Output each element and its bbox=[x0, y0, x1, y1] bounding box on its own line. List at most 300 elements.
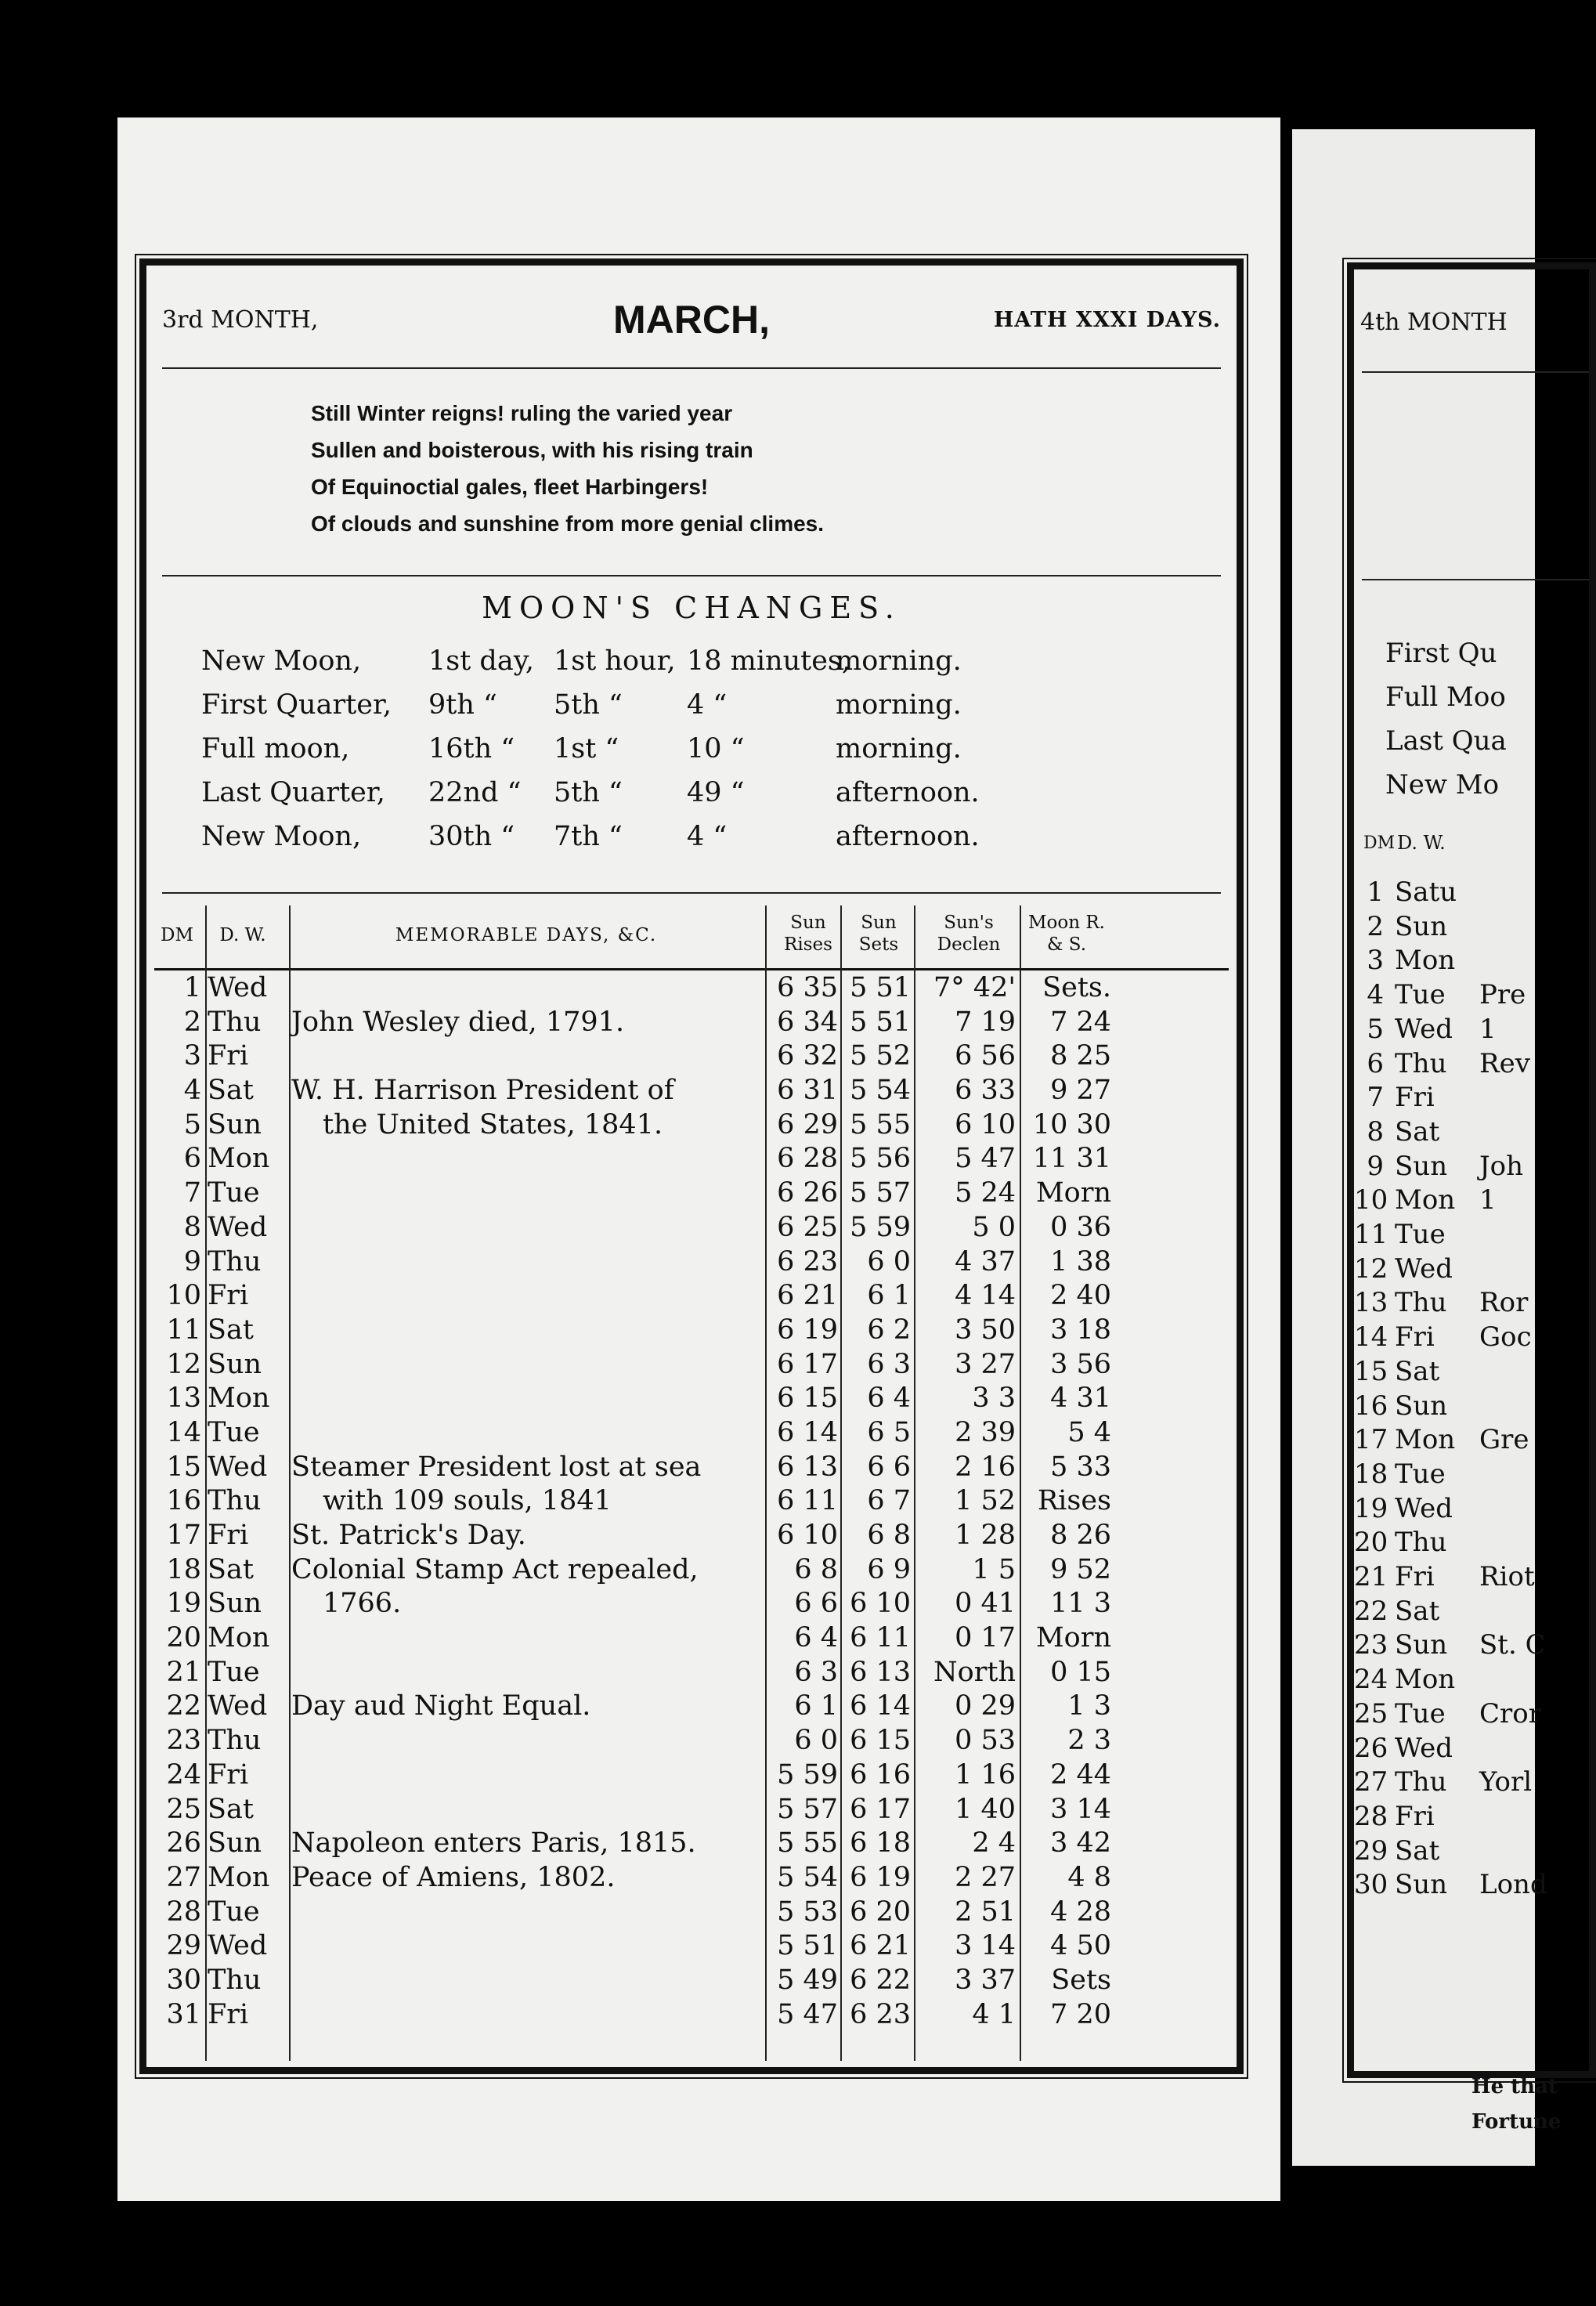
moon-change-cell: morning. bbox=[836, 733, 962, 764]
sun-sets: 6 11 bbox=[850, 1622, 911, 1654]
month-days: HATH XXXI DAYS. bbox=[993, 308, 1221, 332]
sun-rises: 6 14 bbox=[777, 1416, 838, 1448]
sun-declination: 0 53 bbox=[955, 1725, 1016, 1757]
sun-declination: 2 51 bbox=[955, 1896, 1016, 1928]
sun-rises: 6 13 bbox=[777, 1451, 838, 1483]
sun-rises: 5 54 bbox=[777, 1861, 838, 1893]
header-rises: Sun Rises bbox=[784, 913, 832, 955]
sun-sets: 6 6 bbox=[867, 1451, 911, 1483]
next-day-of-month: 1 bbox=[1367, 876, 1384, 908]
next-memorable-day: Pre bbox=[1479, 979, 1526, 1011]
next-memorable-day: Ror bbox=[1479, 1287, 1529, 1319]
sun-declination: 3 50 bbox=[955, 1314, 1016, 1346]
sun-rises: 5 57 bbox=[777, 1793, 838, 1825]
table-row bbox=[154, 1005, 1229, 1039]
sun-sets: 6 15 bbox=[850, 1725, 911, 1757]
moon-change-cell: 18 minutes, bbox=[687, 645, 850, 677]
next-memorable-day: Joh bbox=[1479, 1150, 1523, 1182]
sun-sets: 5 54 bbox=[850, 1075, 911, 1107]
sun-rises: 6 35 bbox=[777, 972, 838, 1003]
day-of-week: Tue bbox=[208, 1656, 260, 1688]
day-of-week: Wed bbox=[208, 1211, 268, 1243]
sun-declination: 3 3 bbox=[972, 1383, 1016, 1415]
table-row bbox=[154, 1347, 1229, 1382]
moon-rise-set: 4 50 bbox=[1050, 1930, 1111, 1962]
table-row bbox=[154, 1450, 1229, 1484]
moon-rise-set: 8 25 bbox=[1050, 1040, 1111, 1072]
day-of-month: 6 bbox=[183, 1143, 201, 1175]
moon-change-cell: 9th “ bbox=[428, 689, 497, 721]
table-row bbox=[154, 1141, 1229, 1176]
sun-rises: 5 47 bbox=[777, 1998, 838, 2030]
table-row bbox=[154, 1073, 1229, 1108]
moon-changes-title: MOON'S CHANGES. bbox=[482, 591, 901, 625]
table-row bbox=[154, 1655, 1229, 1690]
moon-change-cell: morning. bbox=[836, 645, 962, 677]
moon-change-cell: 7th “ bbox=[554, 821, 623, 852]
next-day-of-month: 17 bbox=[1354, 1424, 1388, 1456]
sun-declination: 3 14 bbox=[955, 1930, 1016, 1962]
table-row bbox=[154, 1552, 1229, 1587]
divider bbox=[162, 575, 1221, 576]
next-day-of-week: Tue bbox=[1395, 1219, 1446, 1250]
day-of-week: Mon bbox=[208, 1861, 270, 1893]
sun-sets: 6 1 bbox=[867, 1280, 911, 1312]
column-divider bbox=[1020, 905, 1021, 2061]
moon-change-cell: morning. bbox=[836, 689, 962, 721]
sun-sets: 6 20 bbox=[850, 1896, 911, 1928]
moon-rise-set: 0 36 bbox=[1050, 1211, 1111, 1243]
sun-sets: 6 5 bbox=[867, 1416, 911, 1448]
next-header-dm: DM bbox=[1363, 833, 1396, 853]
sun-sets: 6 3 bbox=[867, 1348, 911, 1380]
table-row bbox=[154, 1963, 1229, 1997]
day-of-month: 14 bbox=[166, 1416, 201, 1448]
poem bbox=[311, 395, 824, 542]
next-memorable-day: Gre bbox=[1479, 1424, 1529, 1456]
sun-rises: 6 23 bbox=[777, 1245, 838, 1278]
day-of-week: Tue bbox=[208, 1416, 260, 1448]
day-of-week: Wed bbox=[208, 972, 268, 1003]
next-day-of-month: 8 bbox=[1367, 1115, 1384, 1148]
next-day-of-week: Thu bbox=[1395, 1047, 1447, 1079]
sun-declination: 1 52 bbox=[955, 1485, 1016, 1517]
moon-change-cell: afternoon. bbox=[836, 777, 980, 808]
next-day-of-month: 25 bbox=[1354, 1697, 1388, 1730]
next-day-of-week: Wed bbox=[1395, 1252, 1453, 1285]
moon-change-cell: 1st hour, bbox=[554, 645, 676, 677]
almanac-table bbox=[154, 905, 1229, 2031]
moon-rise-set: 1 3 bbox=[1067, 1690, 1111, 1722]
next-day-of-week: Thu bbox=[1395, 1527, 1447, 1559]
sun-declination: 6 33 bbox=[955, 1075, 1016, 1107]
sun-rises: 6 29 bbox=[777, 1108, 838, 1140]
day-of-month: 26 bbox=[166, 1827, 201, 1860]
day-of-week: Fri bbox=[208, 1520, 249, 1551]
moon-change-cell: 1st day, bbox=[428, 645, 534, 677]
table-row bbox=[154, 1039, 1229, 1073]
next-memorable-day: 1 bbox=[1479, 1184, 1497, 1216]
next-day-of-month: 2 bbox=[1367, 910, 1384, 942]
table-row bbox=[154, 1518, 1229, 1552]
sun-declination: 6 56 bbox=[955, 1040, 1016, 1072]
moon-change-cell: 16th “ bbox=[428, 733, 515, 764]
moon-rise-set: 3 56 bbox=[1050, 1348, 1111, 1380]
moon-rise-set: 7 20 bbox=[1050, 1998, 1111, 2030]
sun-declination: 3 27 bbox=[955, 1348, 1016, 1380]
divider bbox=[1362, 371, 1589, 373]
moon-rise-set: 2 40 bbox=[1050, 1280, 1111, 1312]
next-day-of-week: Mon bbox=[1395, 1664, 1456, 1696]
next-day-of-month: 9 bbox=[1367, 1150, 1384, 1182]
day-of-week: Mon bbox=[208, 1622, 270, 1654]
sun-declination: 4 1 bbox=[972, 1998, 1016, 2030]
next-month-frame bbox=[1347, 262, 1596, 2134]
table-row bbox=[154, 1245, 1229, 1279]
sun-sets: 6 0 bbox=[867, 1245, 911, 1278]
sun-sets: 5 51 bbox=[850, 972, 911, 1003]
sun-declination: 5 47 bbox=[955, 1143, 1016, 1175]
day-of-month: 10 bbox=[166, 1280, 201, 1312]
next-day-of-month: 20 bbox=[1354, 1527, 1388, 1559]
header-dw: D. W. bbox=[219, 925, 266, 945]
sun-sets: 6 16 bbox=[850, 1758, 911, 1791]
sun-declination: 2 4 bbox=[972, 1827, 1016, 1860]
day-of-week: Tue bbox=[208, 1177, 260, 1209]
poem-line: Of Equinoctial gales, fleet Harbingers! bbox=[311, 475, 709, 499]
day-of-week: Sat bbox=[208, 1553, 254, 1585]
day-of-week: Thu bbox=[208, 1485, 262, 1517]
table-row bbox=[154, 1415, 1229, 1450]
next-day-of-week: Fri bbox=[1395, 1800, 1435, 1832]
next-day-of-week: Wed bbox=[1395, 1492, 1453, 1524]
memorable-day: Peace of Amiens, 1802. bbox=[291, 1861, 616, 1893]
next-day-of-week: Sun bbox=[1395, 1150, 1448, 1182]
next-day-of-month: 30 bbox=[1354, 1869, 1388, 1901]
column-divider bbox=[840, 905, 842, 2061]
sun-rises: 6 19 bbox=[777, 1314, 838, 1346]
table-row bbox=[154, 1621, 1229, 1655]
sun-rises: 6 8 bbox=[794, 1553, 838, 1585]
next-memorable-day: St. C bbox=[1479, 1629, 1546, 1661]
day-of-month: 19 bbox=[166, 1588, 201, 1620]
sun-rises: 6 3 bbox=[794, 1656, 838, 1688]
next-day-of-week: Thu bbox=[1395, 1766, 1447, 1798]
day-of-month: 13 bbox=[166, 1383, 201, 1415]
table-header bbox=[154, 905, 1229, 970]
next-day-of-month: 14 bbox=[1354, 1321, 1388, 1354]
table-row bbox=[154, 1826, 1229, 1860]
day-of-week: Wed bbox=[208, 1451, 268, 1483]
month-name: MARCH, bbox=[613, 298, 770, 342]
day-of-week: Thu bbox=[208, 1964, 262, 1996]
header-dm: DM bbox=[161, 925, 193, 945]
table-row bbox=[154, 1381, 1229, 1415]
next-day-of-month: 29 bbox=[1354, 1834, 1388, 1867]
next-memorable-day: Yorl bbox=[1479, 1766, 1533, 1798]
sun-declination: 1 40 bbox=[955, 1793, 1016, 1825]
memorable-day: W. H. Harrison President of bbox=[291, 1075, 674, 1107]
moon-change-cell: New Moon, bbox=[201, 645, 362, 677]
moon-change-cell: 49 “ bbox=[687, 777, 745, 808]
table-row bbox=[154, 1278, 1229, 1313]
table-row bbox=[154, 1176, 1229, 1210]
moon-rise-set: Sets. bbox=[1042, 972, 1111, 1003]
sun-sets: 6 21 bbox=[850, 1930, 911, 1962]
header-moon: Moon R. & S. bbox=[1028, 913, 1105, 955]
divider bbox=[162, 367, 1221, 369]
next-day-of-week: Sat bbox=[1395, 1355, 1440, 1387]
month-number: 3rd MONTH, bbox=[162, 306, 319, 334]
next-day-of-week: Sun bbox=[1395, 1390, 1448, 1422]
sun-rises: 6 0 bbox=[794, 1725, 838, 1757]
moon-change-cell: 4 “ bbox=[687, 689, 728, 721]
day-of-month: 23 bbox=[166, 1725, 201, 1757]
sun-declination: 0 17 bbox=[955, 1622, 1016, 1654]
next-day-of-month: 27 bbox=[1354, 1766, 1388, 1798]
moon-rise-set: 11 3 bbox=[1050, 1588, 1111, 1620]
moon-rise-set: 3 42 bbox=[1050, 1827, 1111, 1860]
next-day-of-week: Sat bbox=[1395, 1595, 1440, 1627]
moon-rise-set: Morn bbox=[1035, 1177, 1111, 1209]
moon-change-cell: 22nd “ bbox=[428, 777, 522, 808]
day-of-month: 3 bbox=[183, 1040, 201, 1072]
day-of-month: 24 bbox=[166, 1758, 201, 1791]
day-of-week: Thu bbox=[208, 1245, 262, 1278]
sun-rises: 6 17 bbox=[777, 1348, 838, 1380]
day-of-week: Thu bbox=[208, 1006, 262, 1038]
day-of-month: 4 bbox=[183, 1075, 201, 1107]
sun-declination: 5 0 bbox=[972, 1211, 1016, 1243]
day-of-week: Fri bbox=[208, 1040, 249, 1072]
next-moon-change: First Qu bbox=[1385, 638, 1497, 669]
header-declen: Sun's Declen bbox=[937, 913, 1001, 955]
column-divider bbox=[914, 905, 915, 2061]
sun-rises: 6 32 bbox=[777, 1040, 838, 1072]
sun-declination: 7 19 bbox=[955, 1006, 1016, 1038]
memorable-day: 1766. bbox=[323, 1588, 402, 1620]
day-of-week: Sat bbox=[208, 1314, 254, 1346]
divider bbox=[1362, 579, 1589, 580]
next-day-of-week: Tue bbox=[1395, 979, 1446, 1011]
table-row bbox=[154, 1210, 1229, 1245]
moon-change-cell: First Quarter, bbox=[201, 689, 392, 721]
memorable-day: St. Patrick's Day. bbox=[291, 1520, 526, 1551]
moon-change-cell: afternoon. bbox=[836, 821, 980, 852]
moon-rise-set: 2 44 bbox=[1050, 1758, 1111, 1791]
next-day-of-month: 22 bbox=[1354, 1595, 1388, 1627]
sun-rises: 6 25 bbox=[777, 1211, 838, 1243]
moon-rise-set: 4 28 bbox=[1050, 1896, 1111, 1928]
next-day-of-week: Mon bbox=[1395, 1184, 1456, 1216]
day-of-week: Sat bbox=[208, 1793, 254, 1825]
sun-declination: 2 16 bbox=[955, 1451, 1016, 1483]
sun-declination: 5 24 bbox=[955, 1177, 1016, 1209]
next-memorable-day: 1 bbox=[1479, 1013, 1497, 1045]
moon-rise-set: Sets bbox=[1051, 1964, 1111, 1996]
table-row bbox=[154, 1108, 1229, 1142]
next-day-of-month: 21 bbox=[1354, 1561, 1388, 1592]
day-of-month: 18 bbox=[166, 1553, 201, 1585]
sun-rises: 6 1 bbox=[794, 1690, 838, 1722]
poem-line: Still Winter reigns! ruling the varied year bbox=[311, 401, 733, 425]
moon-rise-set: 4 8 bbox=[1067, 1861, 1111, 1893]
next-day-of-month: 19 bbox=[1354, 1492, 1388, 1524]
sun-sets: 6 19 bbox=[850, 1861, 911, 1893]
sun-sets: 6 17 bbox=[850, 1793, 911, 1825]
memorable-day: with 109 souls, 1841 bbox=[323, 1485, 612, 1517]
column-divider bbox=[205, 905, 207, 2061]
day-of-month: 30 bbox=[166, 1964, 201, 1996]
sun-rises: 5 53 bbox=[777, 1896, 838, 1928]
next-day-of-month: 26 bbox=[1354, 1732, 1388, 1764]
moon-rise-set: 1 38 bbox=[1050, 1245, 1111, 1278]
sun-declination: 1 28 bbox=[955, 1520, 1016, 1551]
day-of-month: 11 bbox=[166, 1314, 201, 1346]
next-day-of-month: 11 bbox=[1354, 1219, 1388, 1250]
day-of-month: 29 bbox=[166, 1930, 201, 1962]
footer-line: He that bbox=[1471, 2075, 1558, 2098]
table-row bbox=[154, 1689, 1229, 1723]
next-day-of-month: 23 bbox=[1354, 1629, 1388, 1661]
day-of-month: 31 bbox=[166, 1998, 201, 2030]
day-of-week: Thu bbox=[208, 1725, 262, 1757]
header-sets: Sun Sets bbox=[858, 913, 899, 955]
next-day-of-week: Wed bbox=[1395, 1013, 1453, 1045]
next-day-of-month: 7 bbox=[1367, 1082, 1384, 1114]
moon-rise-set: Morn bbox=[1035, 1622, 1111, 1654]
moon-rise-set: 8 26 bbox=[1050, 1520, 1111, 1551]
sun-sets: 5 59 bbox=[850, 1211, 911, 1243]
next-memorable-day: Lond bbox=[1479, 1869, 1547, 1901]
next-day-of-month: 12 bbox=[1354, 1252, 1388, 1285]
next-day-of-week: Tue bbox=[1395, 1697, 1446, 1730]
header-memorable: MEMORABLE DAYS, &C. bbox=[395, 925, 658, 945]
memorable-day: Steamer President lost at sea bbox=[291, 1451, 702, 1483]
day-of-month: 22 bbox=[166, 1690, 201, 1722]
day-of-month: 21 bbox=[166, 1656, 201, 1688]
table-row bbox=[154, 970, 1229, 1005]
day-of-week: Fri bbox=[208, 1998, 249, 2030]
memorable-day: John Wesley died, 1791. bbox=[291, 1006, 625, 1038]
day-of-week: Fri bbox=[208, 1280, 249, 1312]
next-day-of-week: Wed bbox=[1395, 1732, 1453, 1764]
sun-rises: 5 59 bbox=[777, 1758, 838, 1791]
day-of-week: Sun bbox=[208, 1348, 262, 1380]
day-of-week: Sun bbox=[208, 1588, 262, 1620]
poem-line: Of clouds and sunshine from more genial climes. bbox=[311, 511, 825, 536]
next-memorable-day: Riot bbox=[1479, 1561, 1535, 1592]
day-of-month: 5 bbox=[183, 1108, 201, 1140]
next-memorable-day: Cror bbox=[1479, 1697, 1541, 1730]
moon-change-cell: Full moon, bbox=[201, 733, 350, 764]
next-day-of-week: Mon bbox=[1395, 1424, 1456, 1456]
next-day-of-month: 4 bbox=[1367, 979, 1384, 1011]
table-body bbox=[154, 970, 1229, 2031]
moon-rise-set: 11 31 bbox=[1032, 1143, 1111, 1175]
day-of-week: Wed bbox=[208, 1930, 268, 1962]
next-day-of-month: 5 bbox=[1367, 1013, 1384, 1045]
day-of-month: 7 bbox=[183, 1177, 201, 1209]
next-moon-change: Last Qua bbox=[1385, 725, 1507, 757]
moon-rise-set: 5 4 bbox=[1067, 1416, 1111, 1448]
sun-sets: 5 52 bbox=[850, 1040, 911, 1072]
sun-declination: 7° 42' bbox=[933, 972, 1016, 1003]
day-of-week: Wed bbox=[208, 1690, 268, 1722]
table-row bbox=[154, 1997, 1229, 2032]
sun-sets: 6 18 bbox=[850, 1827, 911, 1860]
moon-change-cell: 5th “ bbox=[554, 689, 623, 721]
sun-sets: 6 14 bbox=[850, 1690, 911, 1722]
day-of-month: 20 bbox=[166, 1622, 201, 1654]
next-day-of-week: Sun bbox=[1395, 910, 1448, 942]
day-of-month: 1 bbox=[183, 972, 201, 1003]
moon-rise-set: 3 18 bbox=[1050, 1314, 1111, 1346]
sun-rises: 6 11 bbox=[777, 1485, 838, 1517]
sun-sets: 6 7 bbox=[867, 1485, 911, 1517]
footer-line: Fortune bbox=[1471, 2110, 1562, 2134]
day-of-month: 27 bbox=[166, 1861, 201, 1893]
next-day-of-week: Sun bbox=[1395, 1629, 1448, 1661]
next-day-of-month: 10 bbox=[1354, 1184, 1388, 1216]
next-day-of-week: Tue bbox=[1395, 1458, 1446, 1490]
memorable-day: the United States, 1841. bbox=[323, 1108, 663, 1140]
moon-change-cell: 1st “ bbox=[554, 733, 619, 764]
day-of-week: Sun bbox=[208, 1108, 262, 1140]
next-moon-change: Full Moo bbox=[1385, 681, 1506, 713]
moon-rise-set: 3 14 bbox=[1050, 1793, 1111, 1825]
next-day-of-week: Fri bbox=[1395, 1321, 1435, 1354]
sun-declination: 4 37 bbox=[955, 1245, 1016, 1278]
table-row bbox=[154, 1723, 1229, 1758]
sun-rises: 6 28 bbox=[777, 1143, 838, 1175]
table-row bbox=[154, 1484, 1229, 1518]
day-of-month: 16 bbox=[166, 1485, 201, 1517]
moon-rise-set: 5 33 bbox=[1050, 1451, 1111, 1483]
sun-rises: 6 34 bbox=[777, 1006, 838, 1038]
day-of-month: 2 bbox=[183, 1006, 201, 1038]
next-day-of-month: 24 bbox=[1354, 1664, 1388, 1696]
sun-sets: 6 13 bbox=[850, 1656, 911, 1688]
next-day-of-month: 28 bbox=[1354, 1800, 1388, 1832]
next-day-of-week: Sat bbox=[1395, 1115, 1440, 1148]
sun-sets: 6 23 bbox=[850, 1998, 911, 2030]
next-day-of-week: Fri bbox=[1395, 1561, 1435, 1592]
sun-sets: 6 10 bbox=[850, 1588, 911, 1620]
sun-declination: 3 37 bbox=[955, 1964, 1016, 1996]
sun-sets: 6 8 bbox=[867, 1520, 911, 1551]
sun-rises: 6 15 bbox=[777, 1383, 838, 1415]
table-row bbox=[154, 1586, 1229, 1621]
sun-sets: 5 57 bbox=[850, 1177, 911, 1209]
sun-sets: 6 22 bbox=[850, 1964, 911, 1996]
month-header bbox=[162, 297, 1221, 344]
sun-sets: 5 51 bbox=[850, 1006, 911, 1038]
next-day-of-week: Fri bbox=[1395, 1082, 1435, 1114]
sun-declination: 0 41 bbox=[955, 1588, 1016, 1620]
sun-sets: 6 2 bbox=[867, 1314, 911, 1346]
day-of-month: 12 bbox=[166, 1348, 201, 1380]
calendar-frame bbox=[139, 258, 1244, 2074]
memorable-day: Day aud Night Equal. bbox=[291, 1690, 591, 1722]
moon-rise-set: 2 3 bbox=[1067, 1725, 1111, 1757]
sun-declination: 0 29 bbox=[955, 1690, 1016, 1722]
table-row bbox=[154, 1758, 1229, 1792]
day-of-month: 28 bbox=[166, 1896, 201, 1928]
sun-rises: 6 26 bbox=[777, 1177, 838, 1209]
moon-rise-set: 9 52 bbox=[1050, 1553, 1111, 1585]
sun-sets: 6 4 bbox=[867, 1383, 911, 1415]
